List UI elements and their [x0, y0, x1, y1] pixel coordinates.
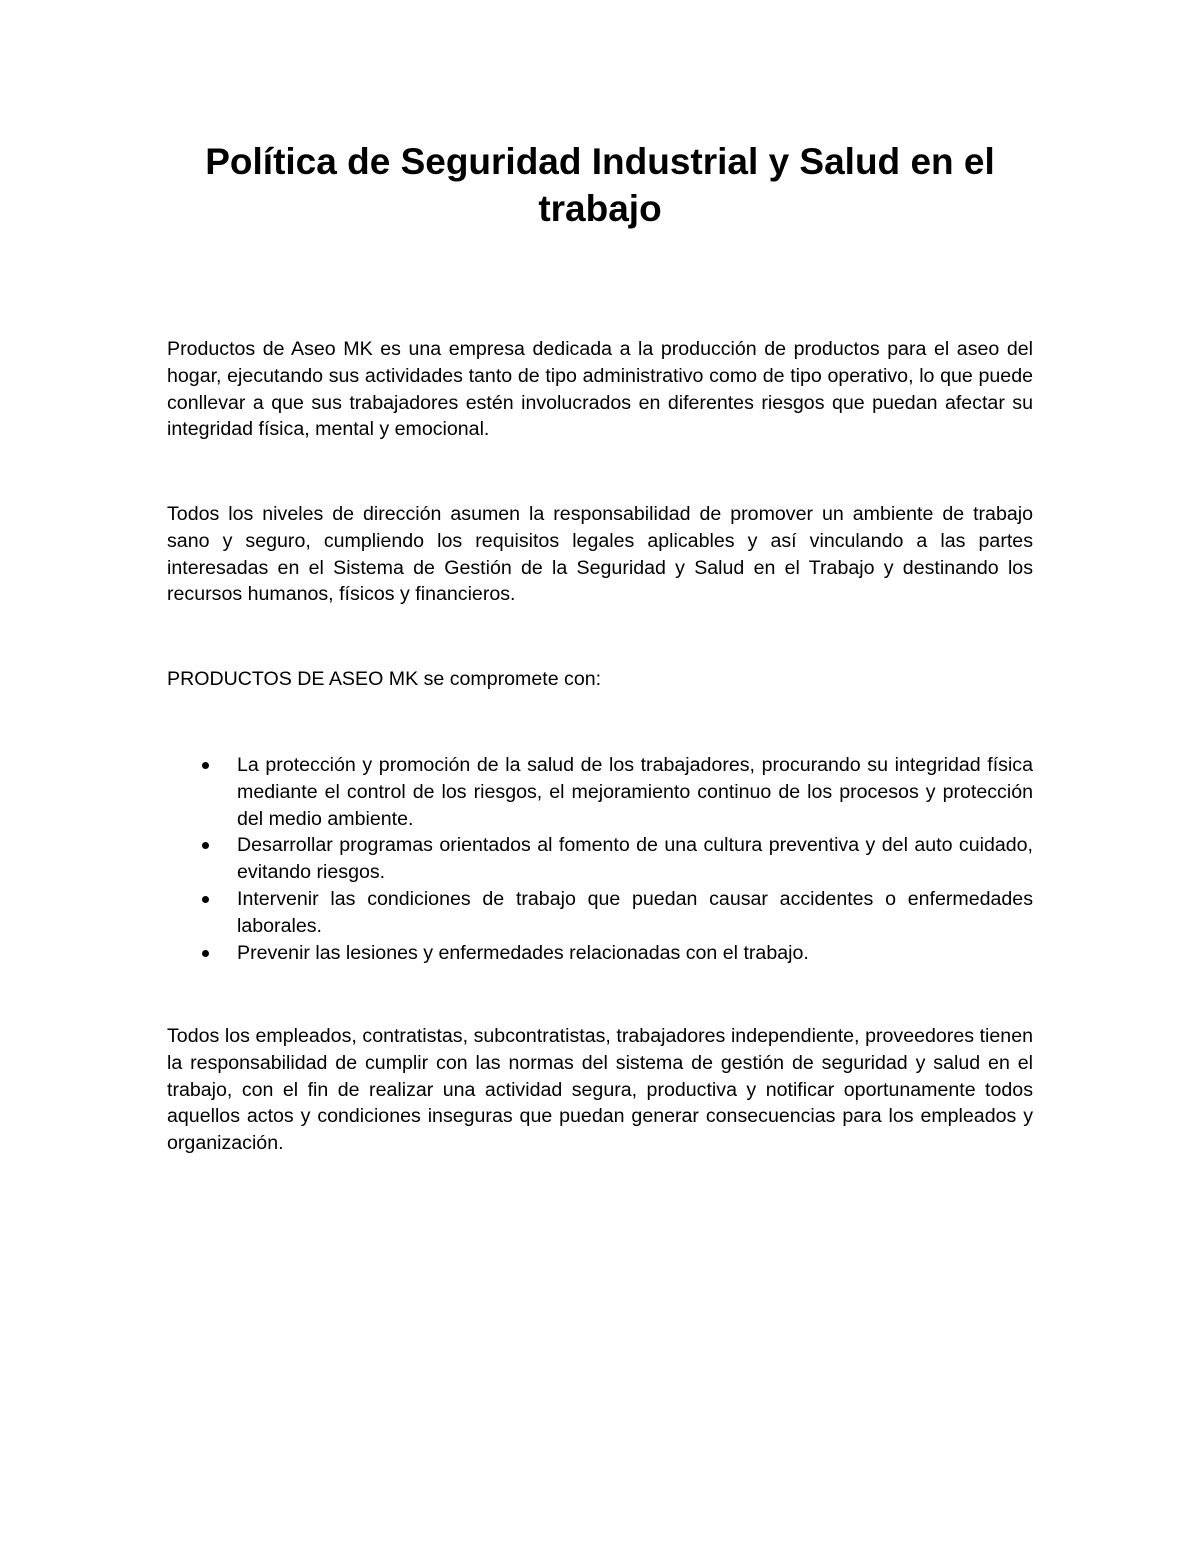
- commitment-intro: PRODUCTOS DE ASEO MK se compromete con:: [167, 668, 602, 690]
- list-item: [167, 886, 1033, 940]
- management-paragraph: Todos los niveles de dirección asumen la responsabilidad de promover un ambiente de trabajo sano y seguro, cumpliendo los requisitos legales aplicables y así vinculando a las partes interesadas en el Sistema de Gestión de la Seguridad y Salud en el Trabajo y destinando los recursos humanos, físicos y financieros.: [167, 503, 1033, 606]
- bullet-icon: [202, 950, 209, 957]
- bullet-icon: [202, 896, 209, 903]
- list-item: [167, 832, 1033, 886]
- document-title: Política de Seguridad Industrial y Salud en el trabajo: [205, 141, 995, 229]
- list-item-text: Prevenir las lesiones y enfermedades relacionadas con el trabajo.: [237, 941, 809, 964]
- commitments-list: [167, 752, 1033, 966]
- list-item: [167, 752, 1033, 832]
- bullet-icon: [202, 762, 209, 769]
- bullet-icon: [202, 842, 209, 849]
- list-item-text: La protección y promoción de la salud de los trabajadores, procurando su integridad física mediante el control de los riesgos, el mejoramiento continuo de los procesos y protección del medio ambiente.: [237, 754, 1033, 830]
- list-item-text: Desarrollar programas orientados al fomento de una cultura preventiva y del auto cuidado, evitando riesgos.: [237, 834, 1033, 884]
- closing-paragraph: Todos los empleados, contratistas, subcontratistas, trabajadores independiente, proveedores tienen la responsabilidad de cumplir con las normas del sistema de gestión de seguridad y salud en el trabajo, con el fin de realizar una actividad segura, productiva y notificar oportunamente todos aquellos actos y condiciones inseguras que puedan generar consecuencias para los empleados y organización.: [167, 1025, 1033, 1155]
- list-item: [167, 940, 1033, 967]
- intro-paragraph: Productos de Aseo MK es una empresa dedicada a la producción de productos para el aseo del hogar, ejecutando sus actividades tanto de tipo administrativo como de tipo operativo, lo que puede conllevar a que sus trabajadores estén involucrados en diferentes riesgos que puedan afectar su integridad física, mental y emocional.: [167, 338, 1033, 441]
- list-item-text: Intervenir las condiciones de trabajo que puedan causar accidentes o enfermedades laborales.: [237, 887, 1033, 937]
